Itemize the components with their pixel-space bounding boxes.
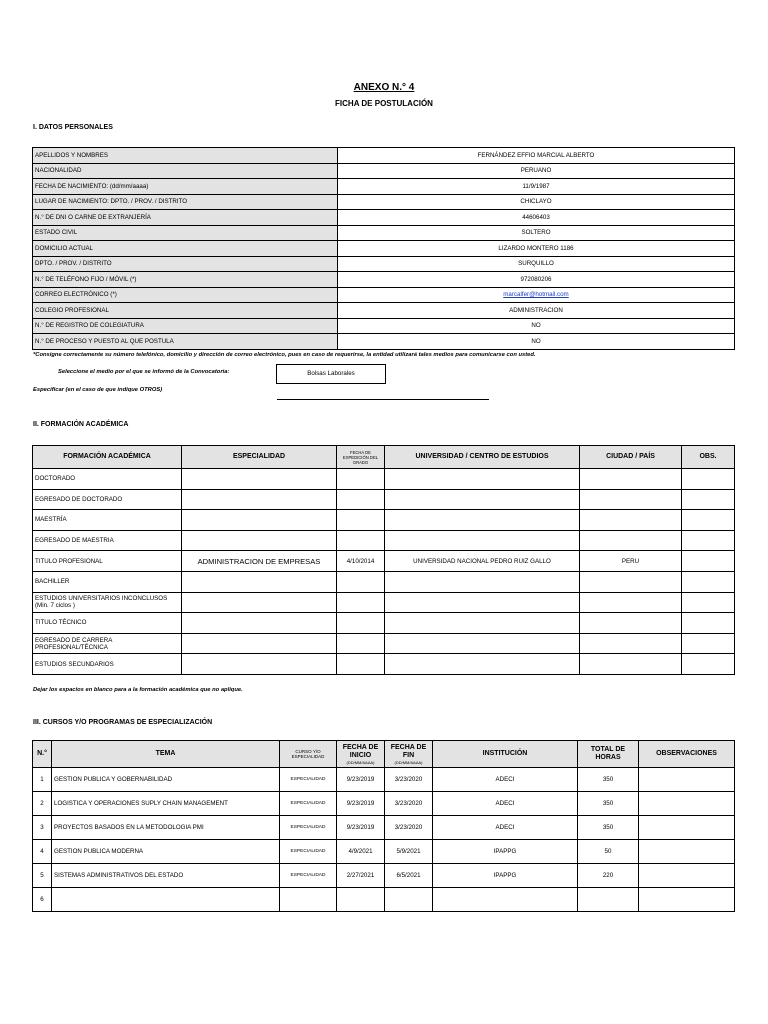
header-fecha-expedicion: FECHA DE EXPEDICIÓN DEL GRADO [337, 446, 385, 469]
contact-footnote: *Consigne correctamente su número telefónico, domicilio y dirección de correo electrónico, pues en caso de requerirse, la entidad utilizará tales medios para comunicarse con usted. [33, 352, 536, 358]
personal-value[interactable]: FERNÁNDEZ EFFIO MARCIAL ALBERTO [338, 148, 735, 164]
formacion-cell-ciudad[interactable] [580, 530, 682, 551]
personal-label: N.° DE TELÉFONO FIJO / MÓVIL (*) [33, 272, 338, 288]
curso-cell-inicio[interactable] [337, 888, 385, 912]
curso-cell-tipo[interactable]: ESPECIALIDAD [280, 864, 337, 888]
formacion-cell-label: EGRESADO DE MAESTRIA [33, 530, 182, 551]
personal-label: ESTADO CIVIL [33, 225, 338, 241]
formacion-cell-universidad[interactable] [385, 489, 580, 510]
formacion-row [33, 489, 735, 510]
formacion-cell-universidad[interactable] [385, 613, 580, 634]
personal-row [33, 272, 735, 288]
formacion-cell-ciudad[interactable] [580, 469, 682, 490]
curso-cell-tipo[interactable] [280, 888, 337, 912]
formacion-row [33, 571, 735, 592]
personal-data-table [32, 147, 735, 350]
header-tipo: CURSO Y/O ESPECIALIDAD [280, 741, 337, 768]
curso-cell-horas[interactable]: 350 [578, 792, 639, 816]
formacion-cell-obs[interactable] [682, 633, 735, 654]
formacion-cell-universidad[interactable] [385, 654, 580, 675]
personal-row [33, 148, 735, 164]
curso-row [33, 816, 735, 840]
header-horas: TOTAL DE HORAS [578, 741, 639, 768]
curso-cell-tema[interactable]: GESTION PUBLICA MODERNA [52, 840, 280, 864]
personal-value[interactable]: CHICLAYO [338, 194, 735, 210]
curso-cell-horas[interactable] [578, 888, 639, 912]
personal-value[interactable]: NO [338, 318, 735, 334]
header-especialidad: ESPECIALIDAD [182, 446, 337, 469]
header-ciudad: CIUDAD / PAÍS [580, 446, 682, 469]
curso-cell-num: 2 [33, 792, 52, 816]
curso-cell-tipo[interactable]: ESPECIALIDAD [280, 792, 337, 816]
curso-cell-fin[interactable]: 3/23/2020 [385, 816, 433, 840]
curso-cell-horas[interactable]: 220 [578, 864, 639, 888]
formacion-cell-obs[interactable] [682, 510, 735, 531]
personal-label: APELLIDOS Y NOMBRES [33, 148, 338, 164]
personal-label: DPTO. / PROV. / DISTRITO [33, 256, 338, 272]
section-title-formacion: II. FORMACIÓN ACADÉMICA [33, 421, 129, 428]
personal-label: FECHA DE NACIMIENTO: (dd/mm/aaaa) [33, 179, 338, 195]
curso-row [33, 864, 735, 888]
curso-cell-num: 6 [33, 888, 52, 912]
curso-cell-fin[interactable]: 3/23/2020 [385, 768, 433, 792]
email-link[interactable]: marcalfer@hotmail.com [503, 291, 569, 299]
medio-label: Seleccione el medio por el que se informó de la Convocatoria: [58, 369, 230, 375]
formacion-cell-obs[interactable] [682, 530, 735, 551]
personal-row [33, 334, 735, 350]
curso-cell-tema[interactable]: LOGISTICA Y OPERACIONES SUPLY CHAIN MANAGEMENT [52, 792, 280, 816]
personal-row [33, 210, 735, 226]
curso-cell-institucion[interactable]: ADECI [433, 792, 578, 816]
header-obs: OBS. [682, 446, 735, 469]
curso-cell-inicio[interactable]: 2/27/2021 [337, 864, 385, 888]
header-formacion: FORMACIÓN ACADÉMICA [33, 446, 182, 469]
formacion-cell-especialidad[interactable]: ADMINISTRACION DE EMPRESAS [182, 551, 337, 572]
personal-row [33, 303, 735, 319]
section-title-cursos: III. CURSOS Y/O PROGRAMAS DE ESPECIALIZACIÓN [33, 719, 213, 726]
curso-cell-num: 5 [33, 864, 52, 888]
curso-cell-obs[interactable] [639, 864, 735, 888]
formacion-cell-ciudad[interactable] [580, 633, 682, 654]
formacion-cell-fecha[interactable]: 4/10/2014 [337, 551, 385, 572]
formacion-cell-fecha[interactable] [337, 613, 385, 634]
formacion-row [33, 530, 735, 551]
personal-label: N.° DE PROCESO Y PUESTO AL QUE POSTULA [33, 334, 338, 350]
formacion-cell-fecha[interactable] [337, 469, 385, 490]
curso-cell-num: 4 [33, 840, 52, 864]
personal-label: NACIONALIDAD [33, 163, 338, 179]
formacion-table [32, 445, 735, 675]
formacion-cell-ciudad[interactable] [580, 510, 682, 531]
curso-row [33, 840, 735, 864]
page-title: ANEXO N.° 4 [353, 82, 415, 93]
personal-row [33, 287, 735, 303]
personal-row [33, 225, 735, 241]
formacion-cell-obs[interactable] [682, 613, 735, 634]
personal-row [33, 241, 735, 257]
formacion-row [33, 551, 735, 572]
formacion-cell-obs[interactable] [682, 571, 735, 592]
formacion-cell-ciudad[interactable]: PERU [580, 551, 682, 572]
formacion-cell-especialidad[interactable] [182, 469, 337, 490]
curso-cell-inicio[interactable]: 9/23/2019 [337, 816, 385, 840]
formacion-cell-fecha[interactable] [337, 489, 385, 510]
formacion-cell-obs[interactable] [682, 489, 735, 510]
curso-cell-tema[interactable]: SISTEMAS ADMINISTRATIVOS DEL ESTADO [52, 864, 280, 888]
formacion-cell-ciudad[interactable] [580, 489, 682, 510]
curso-cell-fin[interactable] [385, 888, 433, 912]
formacion-cell-label: BACHILLER [33, 571, 182, 592]
personal-value[interactable]: PERUANO [338, 163, 735, 179]
curso-cell-tipo[interactable]: ESPECIALIDAD [280, 840, 337, 864]
formacion-cell-universidad[interactable] [385, 571, 580, 592]
curso-cell-obs[interactable] [639, 816, 735, 840]
personal-value[interactable]: 972080206 [338, 272, 735, 288]
personal-value[interactable]: 11/9/1987 [338, 179, 735, 195]
header-observaciones: OBSERVACIONES [639, 741, 735, 768]
personal-value[interactable]: ADMINISTRACION [338, 303, 735, 319]
curso-row [33, 768, 735, 792]
curso-cell-obs[interactable] [639, 768, 735, 792]
formacion-cell-especialidad[interactable] [182, 489, 337, 510]
personal-label: CORREO ELECTRÓNICO (*) [33, 287, 338, 303]
formacion-row [33, 592, 735, 613]
curso-row [33, 888, 735, 912]
formacion-note: Dejar los espacios en blanco para a la formación académica que no aplique. [33, 687, 243, 693]
formacion-cell-fecha[interactable] [337, 510, 385, 531]
medio-select[interactable]: Bolsas Laborales [276, 364, 386, 384]
curso-cell-inicio[interactable]: 9/23/2019 [337, 768, 385, 792]
personal-label: LUGAR DE NACIMIENTO: DPTO. / PROV. / DISTRITO [33, 194, 338, 210]
formacion-cell-universidad[interactable] [385, 469, 580, 490]
curso-row [33, 792, 735, 816]
header-fecha-fin-format: (DD/MM/AAAA) [394, 759, 423, 765]
personal-label: COLEGIO PROFESIONAL [33, 303, 338, 319]
formacion-cell-ciudad[interactable] [580, 613, 682, 634]
formacion-cell-especialidad[interactable] [182, 530, 337, 551]
formacion-row [33, 469, 735, 490]
formacion-cell-fecha[interactable] [337, 530, 385, 551]
formacion-cell-fecha[interactable] [337, 654, 385, 675]
formacion-cell-label: TITULO PROFESIONAL [33, 551, 182, 572]
personal-value[interactable]: SOLTERO [338, 225, 735, 241]
curso-cell-horas[interactable]: 350 [578, 816, 639, 840]
formacion-cell-ciudad[interactable] [580, 571, 682, 592]
curso-cell-fin[interactable]: 6/5/2021 [385, 864, 433, 888]
formacion-row [33, 510, 735, 531]
curso-cell-horas[interactable]: 50 [578, 840, 639, 864]
curso-cell-horas[interactable]: 350 [578, 768, 639, 792]
header-fecha-fin [385, 741, 433, 768]
formacion-cell-especialidad[interactable] [182, 592, 337, 613]
curso-cell-institucion[interactable]: ADECI [433, 768, 578, 792]
curso-cell-tema[interactable]: GESTION PUBLICA Y GOBERNABILIDAD [52, 768, 280, 792]
formacion-cell-especialidad[interactable] [182, 654, 337, 675]
formacion-cell-label: EGRESADO DE CARRERA PROFESIONAL/TÉCNICA [33, 633, 182, 654]
personal-value[interactable]: SURQUILLO [338, 256, 735, 272]
formacion-cell-label: TITULO TÉCNICO [33, 613, 182, 634]
formacion-row [33, 613, 735, 634]
formacion-row [33, 633, 735, 654]
curso-cell-num: 1 [33, 768, 52, 792]
curso-cell-institucion[interactable]: ADECI [433, 816, 578, 840]
header-fecha-inicio-format: (DD/MM/AAAA) [346, 759, 375, 765]
curso-cell-institucion[interactable]: IPAPPG [433, 864, 578, 888]
curso-cell-tipo[interactable]: ESPECIALIDAD [280, 768, 337, 792]
curso-cell-inicio[interactable]: 4/9/2021 [337, 840, 385, 864]
formacion-cell-fecha[interactable] [337, 571, 385, 592]
formacion-cell-ciudad[interactable] [580, 654, 682, 675]
formacion-cell-label: ESTUDIOS UNIVERSITARIOS INCONCLUSOS (Min. 7 ciclos ) [33, 592, 182, 613]
formacion-cell-universidad[interactable] [385, 510, 580, 531]
curso-cell-institucion[interactable]: IPAPPG [433, 840, 578, 864]
formacion-cell-fecha[interactable] [337, 633, 385, 654]
formacion-cell-label: ESTUDIOS SECUNDARIOS [33, 654, 182, 675]
formacion-cell-label: MAESTRÍA [33, 510, 182, 531]
curso-cell-obs[interactable] [639, 888, 735, 912]
curso-cell-tema[interactable]: PROYECTOS BASADOS EN LA METODOLOGIA PMI [52, 816, 280, 840]
formacion-cell-obs[interactable] [682, 592, 735, 613]
personal-label: N.° DE REGISTRO DE COLEGIATURA [33, 318, 338, 334]
formacion-cell-universidad[interactable] [385, 633, 580, 654]
personal-row [33, 179, 735, 195]
curso-cell-tipo[interactable]: ESPECIALIDAD [280, 816, 337, 840]
curso-cell-fin[interactable]: 3/23/2020 [385, 792, 433, 816]
cursos-table [32, 740, 735, 912]
curso-cell-inicio[interactable]: 9/23/2019 [337, 792, 385, 816]
header-fecha-fin-label: FECHA DE FIN [390, 743, 427, 759]
formacion-cell-fecha[interactable] [337, 592, 385, 613]
curso-cell-obs[interactable] [639, 840, 735, 864]
formacion-cell-label: DOCTORADO [33, 469, 182, 490]
curso-cell-num: 3 [33, 816, 52, 840]
formacion-cell-especialidad[interactable] [182, 571, 337, 592]
formacion-cell-label: EGRESADO DE DOCTORADO [33, 489, 182, 510]
formacion-cell-especialidad[interactable] [182, 613, 337, 634]
formacion-cell-obs[interactable] [682, 469, 735, 490]
header-tema: TEMA [52, 741, 280, 768]
formacion-cell-universidad[interactable] [385, 530, 580, 551]
personal-value[interactable]: LIZARDO MONTERO 1186 [338, 241, 735, 257]
section-title-personal: I. DATOS PERSONALES [33, 124, 113, 131]
curso-cell-tema[interactable] [52, 888, 280, 912]
curso-cell-fin[interactable]: 5/9/2021 [385, 840, 433, 864]
personal-row [33, 194, 735, 210]
personal-row [33, 318, 735, 334]
especificar-label: Especificar (en el caso de que indique OTROS) [33, 387, 163, 393]
curso-cell-institucion[interactable] [433, 888, 578, 912]
curso-cell-obs[interactable] [639, 792, 735, 816]
header-universidad: UNIVERSIDAD / CENTRO DE ESTUDIOS [385, 446, 580, 469]
formacion-cell-universidad[interactable]: UNIVERSIDAD NACIONAL PEDRO RUIZ GALLO [385, 551, 580, 572]
personal-row [33, 163, 735, 179]
formacion-cell-universidad[interactable] [385, 592, 580, 613]
personal-value[interactable]: 44606403 [338, 210, 735, 226]
header-fecha-inicio [337, 741, 385, 768]
page-subtitle: FICHA DE POSTULACIÓN [335, 99, 433, 108]
formacion-row [33, 654, 735, 675]
formacion-cell-ciudad[interactable] [580, 592, 682, 613]
formacion-cell-especialidad[interactable] [182, 510, 337, 531]
formacion-cell-obs[interactable] [682, 654, 735, 675]
personal-label: N.° DE DNI O CARNE DE EXTRANJERÍA [33, 210, 338, 226]
formacion-cell-especialidad[interactable] [182, 633, 337, 654]
personal-value[interactable] [338, 287, 735, 303]
header-num: N.° [33, 741, 52, 768]
personal-row [33, 256, 735, 272]
formacion-cell-obs[interactable] [682, 551, 735, 572]
personal-value[interactable]: NO [338, 334, 735, 350]
especificar-input[interactable] [277, 399, 489, 400]
personal-label: DOMICILIO ACTUAL [33, 241, 338, 257]
header-institucion: INSTITUCIÓN [433, 741, 578, 768]
header-fecha-inicio-label: FECHA DE INICIO [342, 743, 379, 759]
